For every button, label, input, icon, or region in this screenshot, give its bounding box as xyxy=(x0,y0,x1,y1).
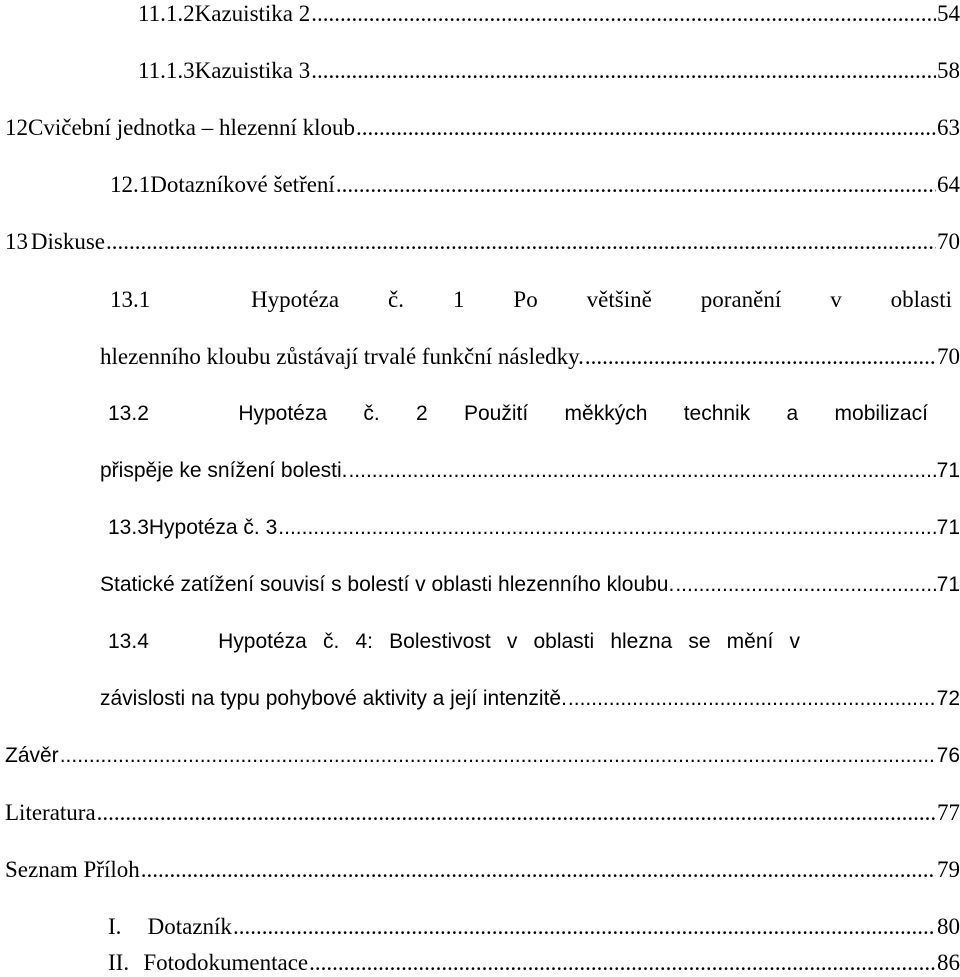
toc-entry-number: 13.3 xyxy=(108,516,149,539)
toc-entry-page: 77 xyxy=(937,800,960,825)
toc-entry-title: Kazuistika 2 xyxy=(194,1,311,26)
toc-entry[interactable] xyxy=(5,742,960,770)
dot-leader xyxy=(141,856,936,884)
toc-entry-title: Cvičební jednotka – hlezenní kloub xyxy=(28,115,356,140)
toc-word: se xyxy=(688,630,711,653)
toc-word: poranění xyxy=(700,287,782,312)
toc-entry-title: Závěr xyxy=(5,744,59,767)
toc-entry-page: 71 xyxy=(936,573,960,596)
toc-entry-page: 58 xyxy=(937,58,960,83)
toc-entry-title: Fotodokumentace xyxy=(143,950,309,975)
toc-word: v xyxy=(830,287,842,312)
toc-word: mění xyxy=(726,630,774,653)
toc-entry-number: 13.2 xyxy=(108,402,149,425)
dot-leader xyxy=(311,57,936,85)
toc-word: oblasti xyxy=(533,630,595,653)
toc-entry-page: 63 xyxy=(937,115,960,140)
toc-entry-page: 86 xyxy=(937,950,960,975)
toc-entry-number: II. xyxy=(108,950,130,975)
toc-entry-page: 71 xyxy=(936,516,960,539)
toc-entry-title: Diskuse xyxy=(30,229,106,254)
toc-word: 4: xyxy=(355,630,373,653)
toc-entry-title: Seznam Příloh xyxy=(5,857,140,882)
toc-entry[interactable] xyxy=(100,571,960,599)
dot-leader xyxy=(356,114,936,142)
toc-entry-page: 70 xyxy=(937,344,960,369)
toc-entry[interactable] xyxy=(5,114,960,142)
toc-word: hlezna xyxy=(610,630,673,653)
toc-word: v xyxy=(506,630,518,653)
toc-word: Hypotéza xyxy=(218,630,307,653)
dot-leader xyxy=(336,171,936,199)
dot-leader xyxy=(568,685,936,713)
toc-entry-page: 76 xyxy=(936,744,960,767)
toc-entry-page: 72 xyxy=(936,687,960,710)
dot-leader xyxy=(97,799,936,827)
toc-entry-page: 54 xyxy=(937,1,960,26)
dot-leader xyxy=(585,343,936,371)
toc-entry[interactable] xyxy=(108,913,960,941)
toc-entry-heading[interactable] xyxy=(108,400,928,428)
toc-entry[interactable] xyxy=(108,949,960,977)
toc-entry-title: Hypotéza č. 3 xyxy=(148,516,278,539)
toc-entry[interactable] xyxy=(5,799,960,827)
toc-entry-number: 13.4 xyxy=(108,630,149,653)
toc-entry-page: 71 xyxy=(936,459,960,482)
toc-entry-title: Literatura xyxy=(5,800,96,825)
dot-leader xyxy=(106,228,936,256)
toc-entry-number: 13.1 xyxy=(110,287,151,312)
toc-entry-title: přispěje ke snížení bolesti. xyxy=(100,459,348,482)
toc-entry-number: 12 xyxy=(5,115,28,140)
toc-entry-page: 64 xyxy=(937,172,960,197)
toc-word: v xyxy=(789,630,800,653)
toc-entry-page: 79 xyxy=(937,857,960,882)
toc-entry[interactable] xyxy=(138,0,960,28)
toc-entry-title: Kazuistika 3 xyxy=(194,58,311,83)
toc-entry-title: závislosti na typu pohybové aktivity a její intenzitě. xyxy=(100,687,567,710)
toc-entry-number: 11.1.3 xyxy=(138,58,195,83)
toc-word: 2 xyxy=(416,402,428,425)
toc-word: Hypotéza xyxy=(238,402,328,425)
toc-entry-number: I. xyxy=(108,914,122,939)
toc-word: měkkých xyxy=(564,402,648,425)
toc-word: většině xyxy=(586,287,652,312)
toc-entry[interactable] xyxy=(5,228,960,256)
dot-leader xyxy=(309,949,936,977)
toc-word: 1 xyxy=(452,287,465,312)
dot-leader xyxy=(233,913,936,941)
toc-entry-title: Statické zatížení souvisí s bolestí v oblasti hlezenního kloubu. xyxy=(100,573,675,596)
toc-word: Hypotéza xyxy=(250,287,340,312)
dot-leader xyxy=(311,0,936,28)
toc-entry[interactable] xyxy=(5,856,960,884)
toc-entry-heading[interactable] xyxy=(108,628,800,656)
toc-word: č. xyxy=(323,630,340,653)
toc-entry-page: 80 xyxy=(937,914,960,939)
toc-word: oblasti xyxy=(890,287,952,312)
toc-word: č. xyxy=(388,287,405,312)
toc-entry-number: 11.1.2 xyxy=(138,1,195,26)
toc-entry[interactable] xyxy=(138,57,960,85)
toc-entry-title: Dotazníkové šetření xyxy=(150,172,335,197)
toc-entry-title: hlezenního kloubu zůstávají trvalé funkční následky. xyxy=(100,344,584,369)
toc-word: č. xyxy=(363,402,380,425)
toc-entry-page: 70 xyxy=(937,229,960,254)
toc-entry[interactable] xyxy=(100,343,960,371)
toc-entry[interactable] xyxy=(110,171,960,199)
toc-word: technik xyxy=(683,402,751,425)
toc-word: a xyxy=(786,402,799,425)
toc-entry-number: 13 xyxy=(5,229,28,254)
toc-entry-title: Dotazník xyxy=(147,914,232,939)
dot-leader xyxy=(60,742,936,770)
toc-entry[interactable] xyxy=(100,685,960,713)
toc-word: Použití xyxy=(464,402,529,425)
toc-word: Po xyxy=(513,287,538,312)
toc-word: mobilizací xyxy=(834,402,928,425)
toc-entry[interactable] xyxy=(100,457,960,485)
toc-entry-heading[interactable] xyxy=(110,286,952,314)
toc-entry-number: 12.1 xyxy=(110,172,151,197)
dot-leader xyxy=(278,514,935,542)
toc-word: Bolestivost xyxy=(389,630,491,653)
dot-leader xyxy=(348,457,935,485)
dot-leader xyxy=(675,571,935,599)
toc-entry[interactable] xyxy=(108,514,960,542)
